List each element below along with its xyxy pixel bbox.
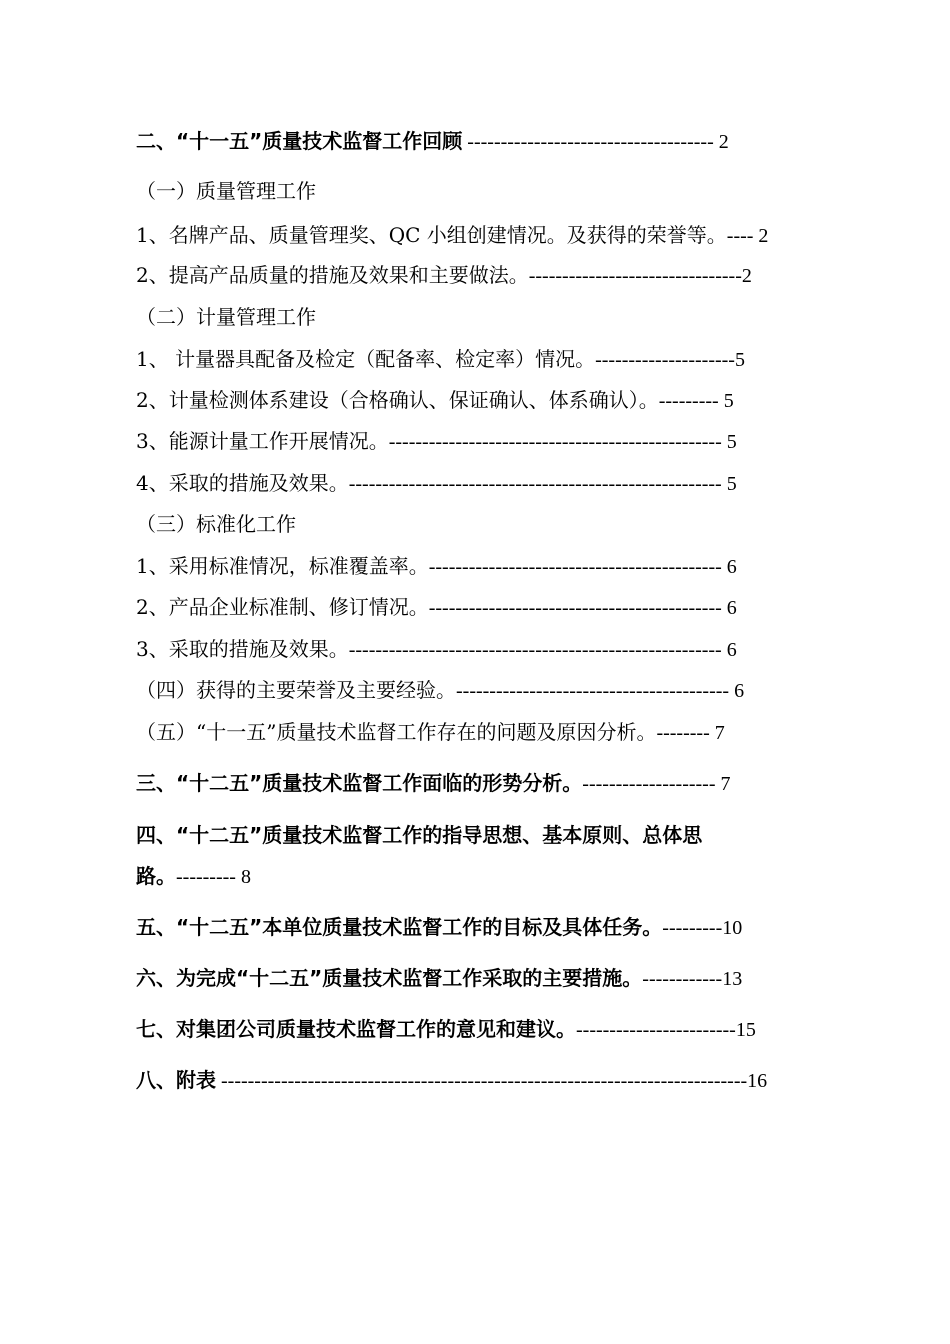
toc-entry-title: 七、对集团公司质量技术监督工作的意见和建议。 [136, 1017, 576, 1041]
toc-entry-title: 1、采用标准情况，标准覆盖率。 [136, 554, 429, 578]
toc-entry-title: 2、提高产品质量的措施及效果和主要做法。 [136, 263, 529, 287]
toc-entry[interactable] [136, 307, 316, 327]
toc-entry-title: 四、“十二五”质量技术监督工作的指导思想、基本原则、总体思 [136, 823, 703, 847]
toc-entry-title: 3、能源计量工作开展情况。 [136, 429, 389, 453]
toc-entry[interactable] [136, 825, 702, 845]
toc-entry-page-number: 13 [722, 968, 743, 990]
toc-entry-page-number: 7 [709, 722, 725, 744]
toc-entry-title: （四）获得的主要荣誉及主要经验。 [136, 678, 456, 702]
toc-entry-leader: ----------------------------------------- [456, 680, 730, 702]
toc-entry[interactable] [136, 773, 731, 794]
toc-entry[interactable] [136, 514, 296, 534]
toc-entry-title: 1、名牌产品、质量管理奖、QC 小组创建情况。及获得的荣誉等。 [136, 223, 727, 247]
toc-entry-title: 4、采取的措施及效果。 [136, 471, 349, 495]
toc-entry-title: 2、计量检测体系建设（合格确认、保证确认、体系确认）。 [136, 388, 659, 412]
toc-entry-leader: -------------------------------------------------------- [348, 639, 722, 661]
toc-entry-leader: --------------------- [595, 349, 735, 371]
toc-entry-page-number: 6 [729, 680, 745, 702]
toc-entry-title: 五、“十二五”本单位质量技术监督工作的目标及具体任务。 [136, 915, 663, 939]
toc-entry-page-number: 5 [718, 390, 734, 412]
toc-entry-title: 八、附表 [136, 1068, 216, 1092]
toc-entry-leader: -------------------------------- [528, 265, 742, 287]
toc-entry-title: 二、“十一五”质量技术监督工作回顾 [136, 129, 463, 153]
toc-entry-leader: ------------------------------------- [462, 131, 714, 153]
toc-entry-leader: --------- [658, 390, 719, 412]
toc-entry[interactable] [136, 265, 752, 286]
toc-entry-leader: -------------------- [582, 773, 716, 795]
toc-entry-page-number: 15 [735, 1019, 756, 1041]
toc-entry-leader: -------------------------------------------------------- [348, 473, 722, 495]
toc-entry[interactable] [136, 390, 734, 411]
toc-entry-leader: -------------------------------------------- [428, 597, 722, 619]
toc-entry-leader: -------------------------------------------- [428, 556, 722, 578]
toc-entry-title: 2、产品企业标准制、修订情况。 [136, 595, 429, 619]
toc-entry-leader: ------------------------ [576, 1019, 736, 1041]
toc-entry-page-number: 2 [741, 265, 752, 287]
toc-entry[interactable] [136, 680, 744, 701]
toc-entry[interactable] [136, 131, 729, 152]
toc-entry-leader: ------------ [642, 968, 723, 990]
toc-entry-title: （三）标准化工作 [136, 512, 296, 536]
toc-entry-leader: -------------------------------------------------- [388, 431, 722, 453]
toc-entry-page-number: 2 [713, 131, 729, 153]
toc-entry-page-number: 16 [747, 1070, 768, 1092]
toc-entry-title: （二）计量管理工作 [136, 305, 316, 329]
toc-entry[interactable] [136, 597, 737, 618]
toc-entry-title: 1、 计量器具配备及检定（配备率、检定率）情况。 [136, 347, 596, 371]
toc-entry[interactable] [136, 431, 737, 452]
toc-entry-page-number: 2 [753, 225, 769, 247]
toc-entry[interactable] [136, 556, 737, 577]
toc-entry-page-number: 7 [715, 773, 731, 795]
toc-entry-title: （五）“十一五”质量技术监督工作存在的问题及原因分析。 [136, 720, 657, 744]
toc-entry[interactable] [136, 639, 737, 660]
toc-entry[interactable] [136, 349, 745, 370]
toc-entry[interactable] [136, 722, 725, 743]
toc-entry-leader: -------- [656, 722, 710, 744]
toc-entry[interactable] [136, 917, 742, 938]
toc-entry-title: （一）质量管理工作 [136, 179, 316, 203]
toc-entry-title: 3、采取的措施及效果。 [136, 637, 349, 661]
toc-entry[interactable] [136, 225, 768, 246]
toc-entry-page-number: 6 [721, 597, 737, 619]
toc-entry-page-number: 8 [235, 866, 251, 888]
toc-entry-title: 六、为完成“十二五”质量技术监督工作采取的主要措施。 [136, 966, 643, 990]
toc-entry-page-number: 6 [721, 556, 737, 578]
toc-entry-page-number: 6 [721, 639, 737, 661]
toc-entry-title: 路。 [136, 864, 176, 888]
toc-entry-page-number: 5 [721, 431, 737, 453]
toc-entry[interactable] [136, 968, 742, 989]
toc-entry-title: 三、“十二五”质量技术监督工作面临的形势分析。 [136, 771, 583, 795]
toc-entry[interactable] [136, 1070, 767, 1091]
toc-entry[interactable] [136, 866, 251, 887]
toc-entry-leader: --------- [662, 917, 723, 939]
toc-entry-leader: ------------------------------------------------------------------------------- [216, 1070, 748, 1092]
toc-entry[interactable] [136, 1019, 756, 1040]
toc-entry-page-number: 5 [721, 473, 737, 495]
toc-entry[interactable] [136, 473, 737, 494]
toc-entry-page-number: 10 [722, 917, 743, 939]
toc-entry-page-number: 5 [734, 349, 745, 371]
toc-entry-leader: ---- [726, 225, 754, 247]
toc-entry-leader: --------- [176, 866, 236, 888]
toc-entry[interactable] [136, 181, 316, 201]
